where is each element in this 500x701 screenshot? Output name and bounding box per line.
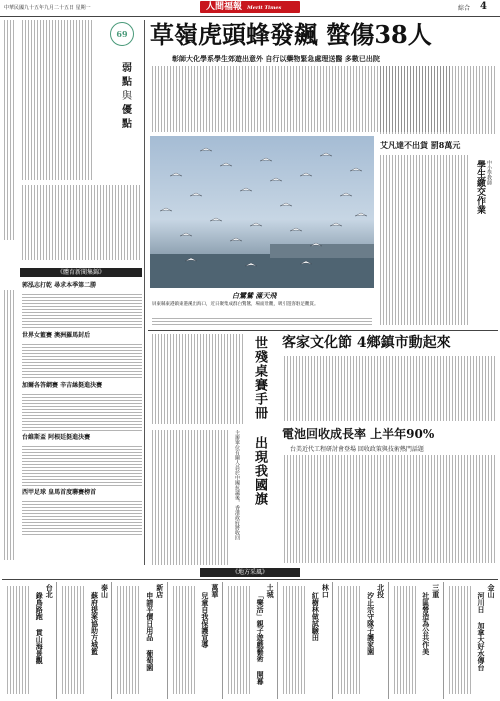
main-subhead: 彰師大化學系學生郊遊出意外 自行以藥物緊急處理送醫 多數已出院: [172, 54, 380, 63]
local-column-body: [115, 586, 141, 694]
local-column-place: 土城: [266, 584, 276, 598]
sports-item: [22, 280, 142, 330]
local-column-title: 申請平價日用品 葡萄園: [145, 592, 155, 671]
sports-item-title: 台維斯盃 阿根廷挺進決賽: [22, 434, 91, 441]
local-column: [277, 582, 332, 699]
local-banner: 《地方采風》: [200, 568, 300, 577]
logo-english: Merit Times: [247, 5, 282, 11]
section-name: 綜合: [458, 5, 471, 12]
right-column-body: [378, 66, 496, 134]
masthead: [0, 0, 500, 16]
column-badge: [110, 22, 134, 46]
local-column-body: [171, 586, 197, 694]
local-column: [388, 582, 443, 699]
local-column-place: 泰山: [100, 584, 110, 598]
sports-item-title: 西甲足球 皇馬首度聯賽榜首: [22, 489, 97, 496]
sports-item-body: [22, 499, 142, 537]
local-column-body: [60, 586, 86, 694]
local-column-place: 三重: [431, 584, 441, 598]
column-body-upper: [20, 20, 94, 180]
local-column-title: 社區營造為公共作美: [421, 592, 431, 655]
sports-item-body: [22, 292, 142, 330]
local-column-place: 台北: [45, 584, 55, 598]
column-title-char: 弱: [122, 63, 132, 74]
local-column-body: [336, 586, 362, 694]
battery-body: [282, 455, 496, 563]
photo-caption-text: 屏東縣東港鎮東港溪出海口，近日聚集成群白鷺鷥，場面壯觀，吸引遊客駐足觀賞。: [152, 302, 319, 307]
right-side-label: 中小學教師: [486, 160, 492, 185]
hakka-body: [282, 356, 496, 421]
local-column-body: [447, 586, 473, 694]
photo-building: [270, 244, 374, 258]
sports-item: [22, 432, 142, 487]
masthead-rule: [0, 16, 500, 17]
newspaper-logo: [200, 1, 300, 13]
column-badge-number: 69: [116, 29, 128, 39]
local-column-place: 新店: [155, 584, 165, 598]
local-rule: [2, 579, 498, 580]
right-story-body: [378, 155, 470, 325]
local-column-place: 萬華: [210, 584, 220, 598]
local-column-title: 河川日 加拿大好水傳台: [477, 592, 486, 671]
local-section: [2, 582, 498, 699]
edge-column-text-2: [2, 290, 16, 560]
column-title-char: 優: [122, 105, 132, 116]
sports-item: [22, 380, 142, 432]
mid-vertical-sub: 主辦單位有關人員於中國抗議後，香港政府將收回: [234, 430, 240, 540]
sports-item-title: 郭泓志打乾 尋求本季第二勝: [22, 282, 97, 289]
mid-left-body: [150, 334, 245, 424]
local-column-title: 錄鳥路跑 貫山海景觀: [35, 592, 45, 664]
column-title-char: 點: [122, 119, 132, 130]
photo-water: [150, 254, 374, 288]
local-column-body: [226, 586, 252, 694]
sports-item-body: [22, 342, 142, 380]
sports-item-title: 加爾各答網賽 辛吉絲挺進決賽: [22, 382, 103, 389]
local-column: [56, 582, 111, 699]
local-column: [167, 582, 222, 699]
local-column-body: [5, 586, 31, 694]
hakka-headline: 客家文化節 4鄉鎮市動起來: [282, 335, 451, 351]
right-vertical-headline: 學生繳交作業: [475, 160, 485, 214]
local-column-title: 「樂活」親子遊戲藝術 開幕: [256, 592, 266, 685]
local-column: [222, 582, 277, 699]
column-title: [118, 62, 136, 132]
battery-subhead: 台美近代工程研討會登場 回收政策與技術熱門話題: [290, 446, 424, 453]
edge-column-text: [2, 20, 16, 240]
sports-section: [22, 280, 142, 537]
mid-rule: [148, 330, 498, 331]
sports-banner: 《體育新聞集錦》: [20, 268, 142, 277]
sports-item: [22, 330, 142, 380]
mid-left-body-2: [150, 430, 230, 565]
column-title-char: 點: [122, 77, 132, 88]
local-column-body: [392, 586, 418, 694]
egret-photo-image: [150, 136, 374, 288]
egret-photo: [150, 136, 374, 288]
local-column-title: 蘇府提案協助方城籃: [90, 592, 100, 655]
mid-vertical-headline: 世殘桌賽手冊 出現我國旗: [252, 336, 267, 506]
page-number: 4: [480, 1, 487, 12]
local-column-body: [281, 586, 307, 694]
photo-caption-more: [152, 316, 372, 326]
local-column: [2, 582, 56, 699]
local-column-place: 北投: [376, 584, 386, 598]
sports-item-body: [22, 392, 142, 432]
battery-headline: 電池回收成長率 上半年90%: [282, 427, 435, 441]
local-column: [443, 582, 498, 699]
photo-caption-title: 白鷺鷥 滿天飛: [232, 291, 277, 300]
column-title-char: 與: [122, 91, 132, 102]
right-headline: 艾凡達不出貨 罰8萬元: [380, 140, 461, 150]
local-column: [332, 582, 387, 699]
sports-item-body: [22, 444, 142, 486]
local-column-title: 兒童自我保護宣導: [200, 592, 210, 648]
local-column-place: 林口: [321, 584, 331, 598]
main-headline: 草嶺虎頭蜂發飆 螫傷38人: [150, 20, 432, 49]
column-body-lower: [20, 185, 140, 260]
left-divider: [144, 20, 145, 565]
local-column-title: 紅樹林做試驗田: [311, 592, 321, 641]
logo-text: 人間福報: [206, 2, 243, 12]
sports-item: [22, 487, 142, 537]
local-column: [111, 582, 166, 699]
local-column-place: 金山: [487, 584, 496, 598]
local-column-title: 汐止宗守隊子護家園: [366, 592, 376, 655]
sports-item-title: 世界女籃賽 澳洲羅馬封后: [22, 332, 91, 339]
issue-date: 中華民國九十五年九月二十五日 星期一: [4, 5, 91, 11]
